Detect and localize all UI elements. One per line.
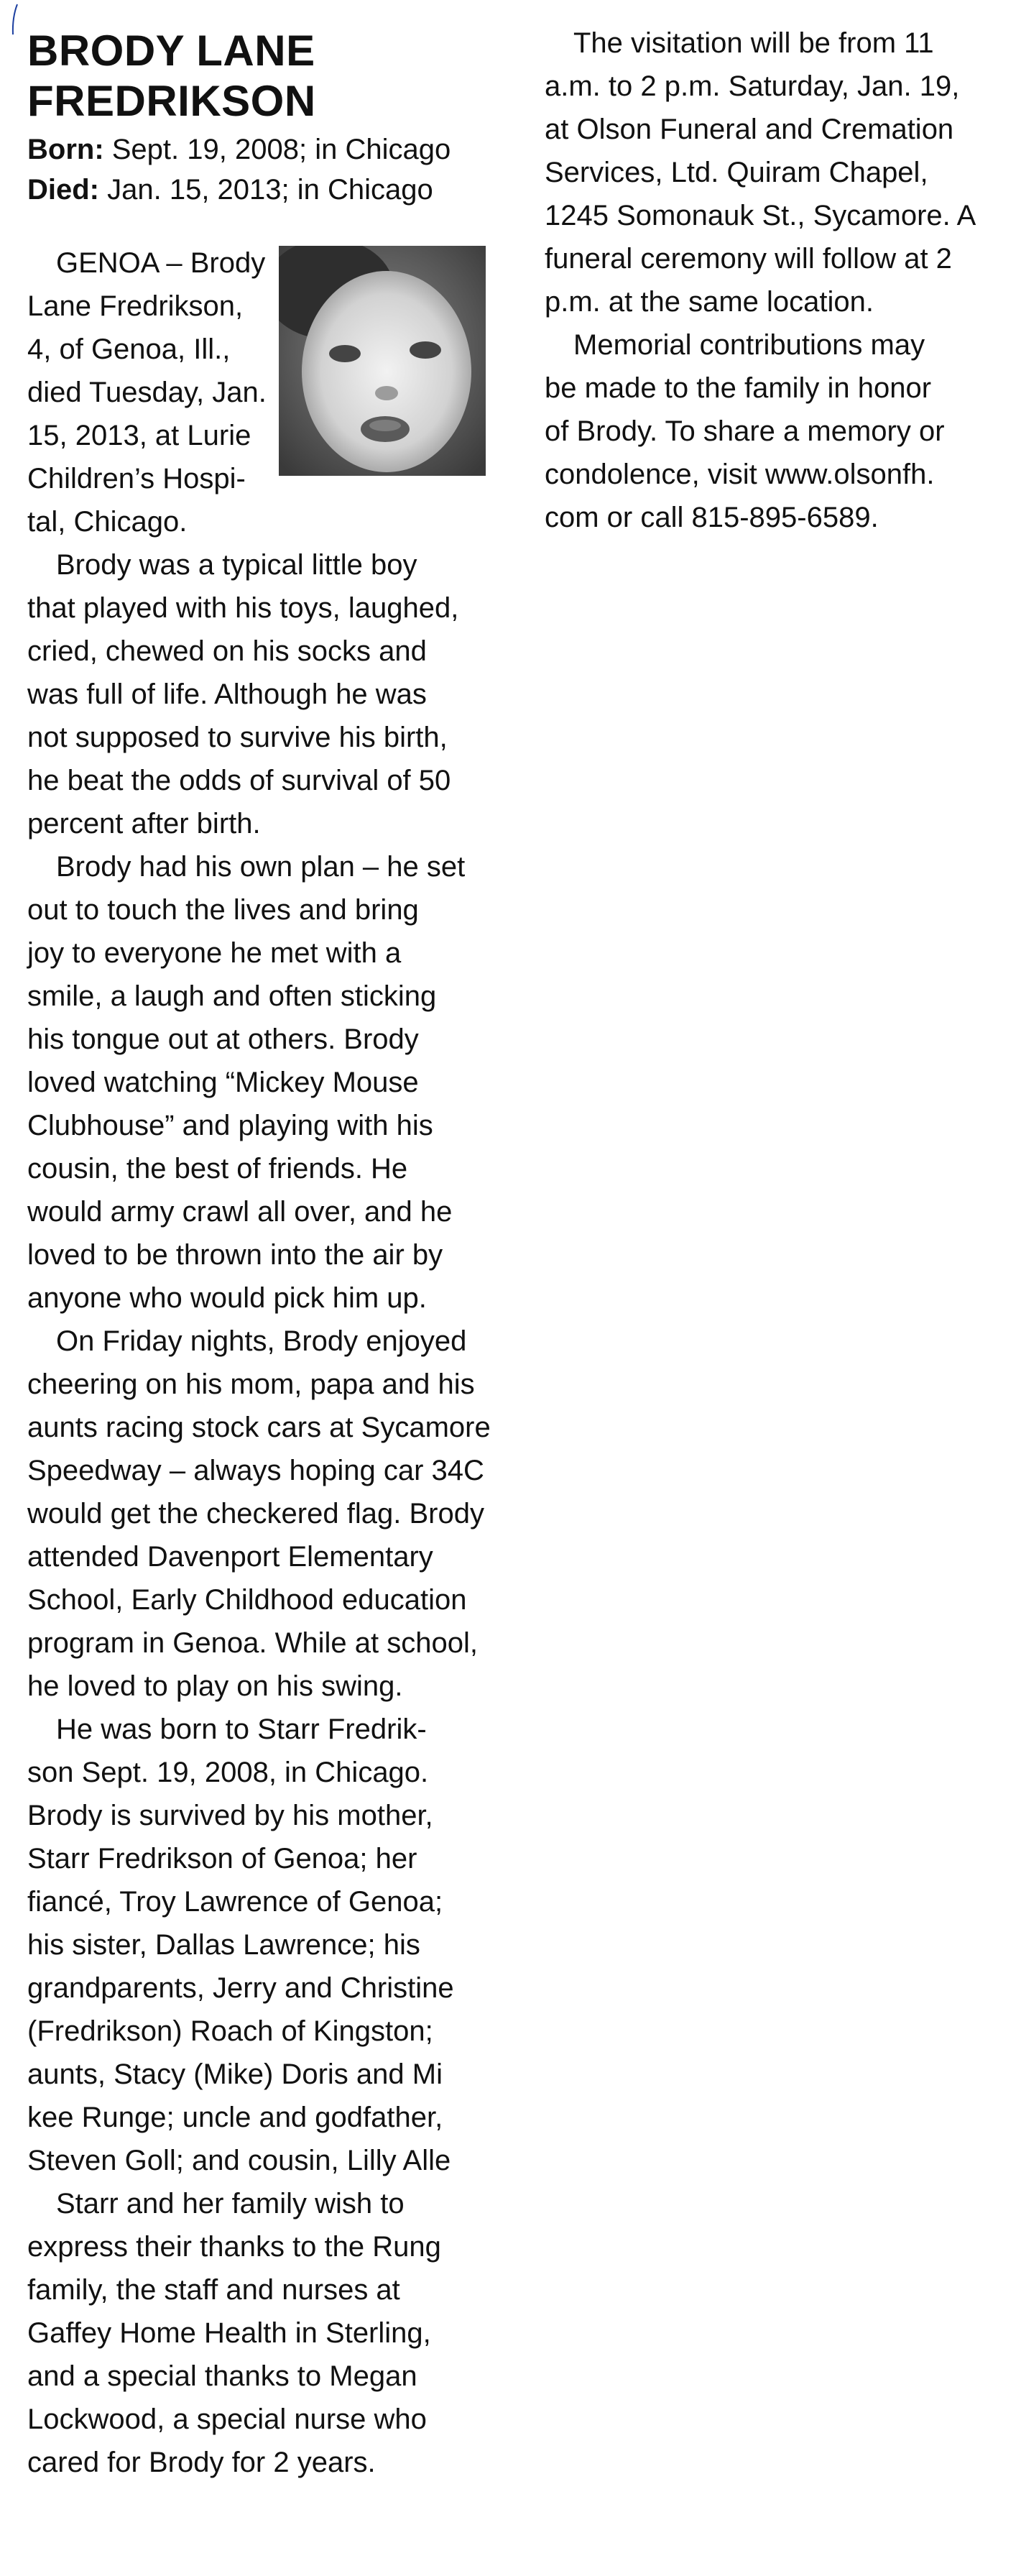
obituary-name xyxy=(27,26,502,126)
name-line-1: BRODY LANE xyxy=(27,27,315,75)
obituary-right-column xyxy=(545,22,1004,539)
memorial-paragraph: Memorial contributions may be made to the family in honor of Brody. To share a memory or condolence, visit www.olsonfh. com or call 815-895-6589. xyxy=(545,329,945,533)
child-portrait-photo xyxy=(279,246,486,476)
born-line xyxy=(27,129,502,170)
died-text: Jan. 15, 2013; in Chicago xyxy=(99,174,433,206)
intro-paragraph: GENOA – Brody Lane Fredrikson, 4, of Genoa, Ill., died Tuesday, Jan. 15, 2013, at Lurie Children’s Hospi- tal, Chicago. xyxy=(27,247,267,538)
body-paragraph: Brody was a typical little boy that played with his toys, laughed, cried, chewed on his socks and was full of life. Although he was not supposed to survive his birth, he beat the odds of survival of 50 percent after birth. xyxy=(27,549,459,840)
body-paragraph: He was born to Starr Fredrik- son Sept. 19, 2008, in Chicago. Brody is survived by his mother, Starr Fredrikson of Genoa; her fiancé, Troy Lawrence of Genoa; his sister, Dallas Lawrence; his grandparents, Jerry and Christine (Fredrikson) Roach of Kingston; aunts, Stacy (Mike) Doris and Mi kee Runge; uncle and godfather, Steven Goll; and cousin, Lilly Alle xyxy=(27,1714,454,2176)
life-dates xyxy=(27,129,502,210)
obituary-body xyxy=(27,242,502,2484)
right-column-clip xyxy=(517,0,1021,575)
body-paragraph: Starr and her family wish to express their thanks to the Rung family, the staff and nurses at Gaffey Home Health in Sterling, and a special thanks to Megan Lockwood, a special nurse who cared for Brody for 2 years. xyxy=(27,2188,441,2478)
died-line xyxy=(27,170,502,210)
born-label: Born: xyxy=(27,134,104,165)
body-paragraph: On Friday nights, Brody enjoyed cheering on his mom, papa and his aunts racing stock cars at Sycamore Speedway – always hoping car 34C would get the checkered flag. Brody attended Davenport Elementary School, Early Childhood education program in Genoa. While at school, he loved to play on his swing. xyxy=(27,1325,491,1702)
service-details xyxy=(545,22,1004,539)
body-paragraph: Brody had his own plan – he set out to touch the lives and bring joy to everyone he met with a smile, a laugh and often sticking his tongue out at others. Brody loved watching “Mickey Mouse Clubhouse” and playing with his cousin, the best of friends. He would army crawl all over, and he loved to be thrown into the air by anyone who would pick him up. xyxy=(27,851,466,1314)
visitation-paragraph: The visitation will be from 11 a.m. to 2 p.m. Saturday, Jan. 19, at Olson Funeral and Cremation Services, Ltd. Quiram Chapel, 1245 Somonauk St., Sycamore. A funeral ceremony will follow at 2 p.m. at the same location. xyxy=(545,27,976,318)
died-label: Died: xyxy=(27,174,99,206)
name-line-2: FREDRIKSON xyxy=(27,77,316,125)
born-text: Sept. 19, 2008; in Chicago xyxy=(103,134,451,165)
